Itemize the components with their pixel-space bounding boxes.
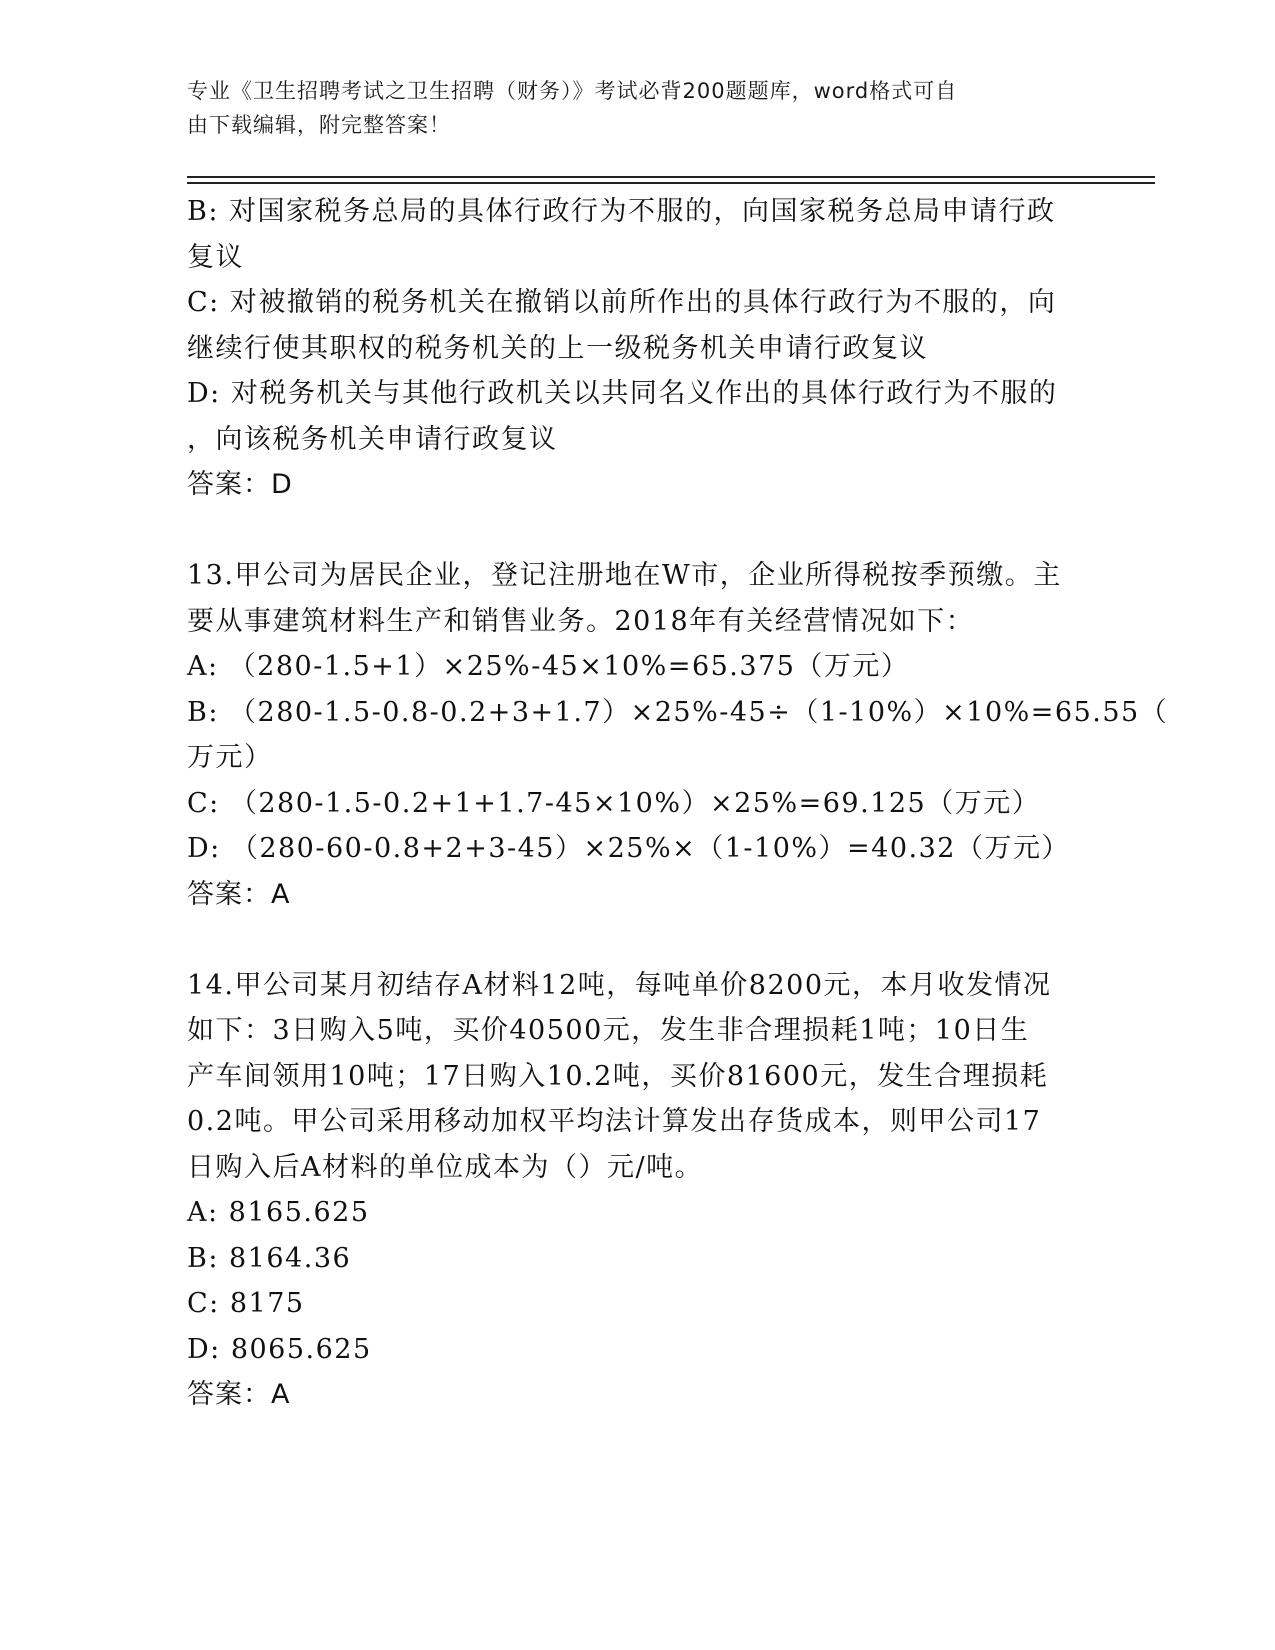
q13-stem-line-1: 13.甲公司为居民企业，登记注册地在W市，企业所得税按季预缴。主: [187, 560, 1062, 591]
q12-option-c-line-1: C: 对被撤销的税务机关在撤销以前所作出的具体行政行为不服的，向: [187, 287, 1057, 318]
spacer: [187, 917, 1067, 963]
q14-option-d: D: 8065.625: [187, 1333, 372, 1365]
page-header: [187, 74, 1067, 142]
q12-option-d-line-1: D: 对税务机关与其他行政机关以共同名义作出的具体行政行为不服的: [187, 378, 1058, 409]
q14-option-c: C: 8175: [187, 1288, 305, 1319]
spacer: [187, 508, 1067, 554]
question-12-options: [187, 189, 1067, 508]
q14-option-b: B: 8164.36: [187, 1242, 352, 1274]
header-divider-bottom: [187, 182, 1155, 184]
header-line-2: 由下载编辑，附完整答案！: [187, 113, 451, 137]
q12-option-b-line-2: 复议: [187, 241, 244, 273]
question-13: [187, 553, 1169, 917]
q13-option-c: C: （280-1.5-0.2+1+1.7-45×10%）×25%=69.125（万元）: [187, 787, 1041, 819]
q13-option-d: D: （280-60-0.8+2+3-45）×25%×（1-10%）=40.32（万元）: [187, 833, 1070, 864]
q14-stem-line-5: 日购入后A材料的单位成本为（）元/吨。: [187, 1151, 704, 1183]
q14-stem-line-4: 0.2吨。甲公司采用移动加权平均法计算发出存货成本，则甲公司17: [187, 1106, 1042, 1137]
header-line-1: 专业《卫生招聘考试之卫生招聘（财务）》考试必背200题题库，word格式可自: [187, 79, 958, 103]
q13-option-a: A: （280-1.5+1）×25%-45×10%=65.375（万元）: [187, 651, 910, 682]
q14-stem-line-2: 如下：3日购入5吨，买价40500元，发生非合理损耗1吨；10日生: [187, 1015, 1030, 1046]
q12-answer: 答案：D: [187, 469, 293, 500]
q13-option-b-line-2: 万元）: [187, 742, 273, 773]
q13-option-b-line-1: B: （280-1.5-0.8-0.2+3+1.7）×25%-45÷（1-10%）×10%=65.55（: [187, 696, 1169, 728]
q13-stem-line-2: 要从事建筑材料生产和销售业务。2018年有关经营情况如下：: [187, 605, 975, 637]
q12-option-b-line-1: B: 对国家税务总局的具体行政行为不服的，向国家税务总局申请行政: [187, 196, 1056, 227]
question-14: [187, 963, 1067, 1418]
q13-answer: 答案：A: [187, 878, 291, 910]
q14-option-a: A: 8165.625: [187, 1197, 370, 1228]
document-body: [187, 189, 1169, 1418]
q14-stem-line-1: 14.甲公司某月初结存A材料12吨，每吨单价8200元，本月收发情况: [187, 969, 1052, 1001]
q14-answer: 答案：A: [187, 1379, 291, 1410]
q12-option-c-line-2: 继续行使其职权的税务机关的上一级税务机关申请行政复议: [187, 332, 928, 364]
q12-option-d-line-2: ，向该税务机关申请行政复议: [187, 423, 558, 455]
q14-stem-line-3: 产车间领用10吨；17日购入10.2吨，买价81600元，发生合理损耗: [187, 1060, 1049, 1092]
header-divider-top: [187, 176, 1155, 178]
